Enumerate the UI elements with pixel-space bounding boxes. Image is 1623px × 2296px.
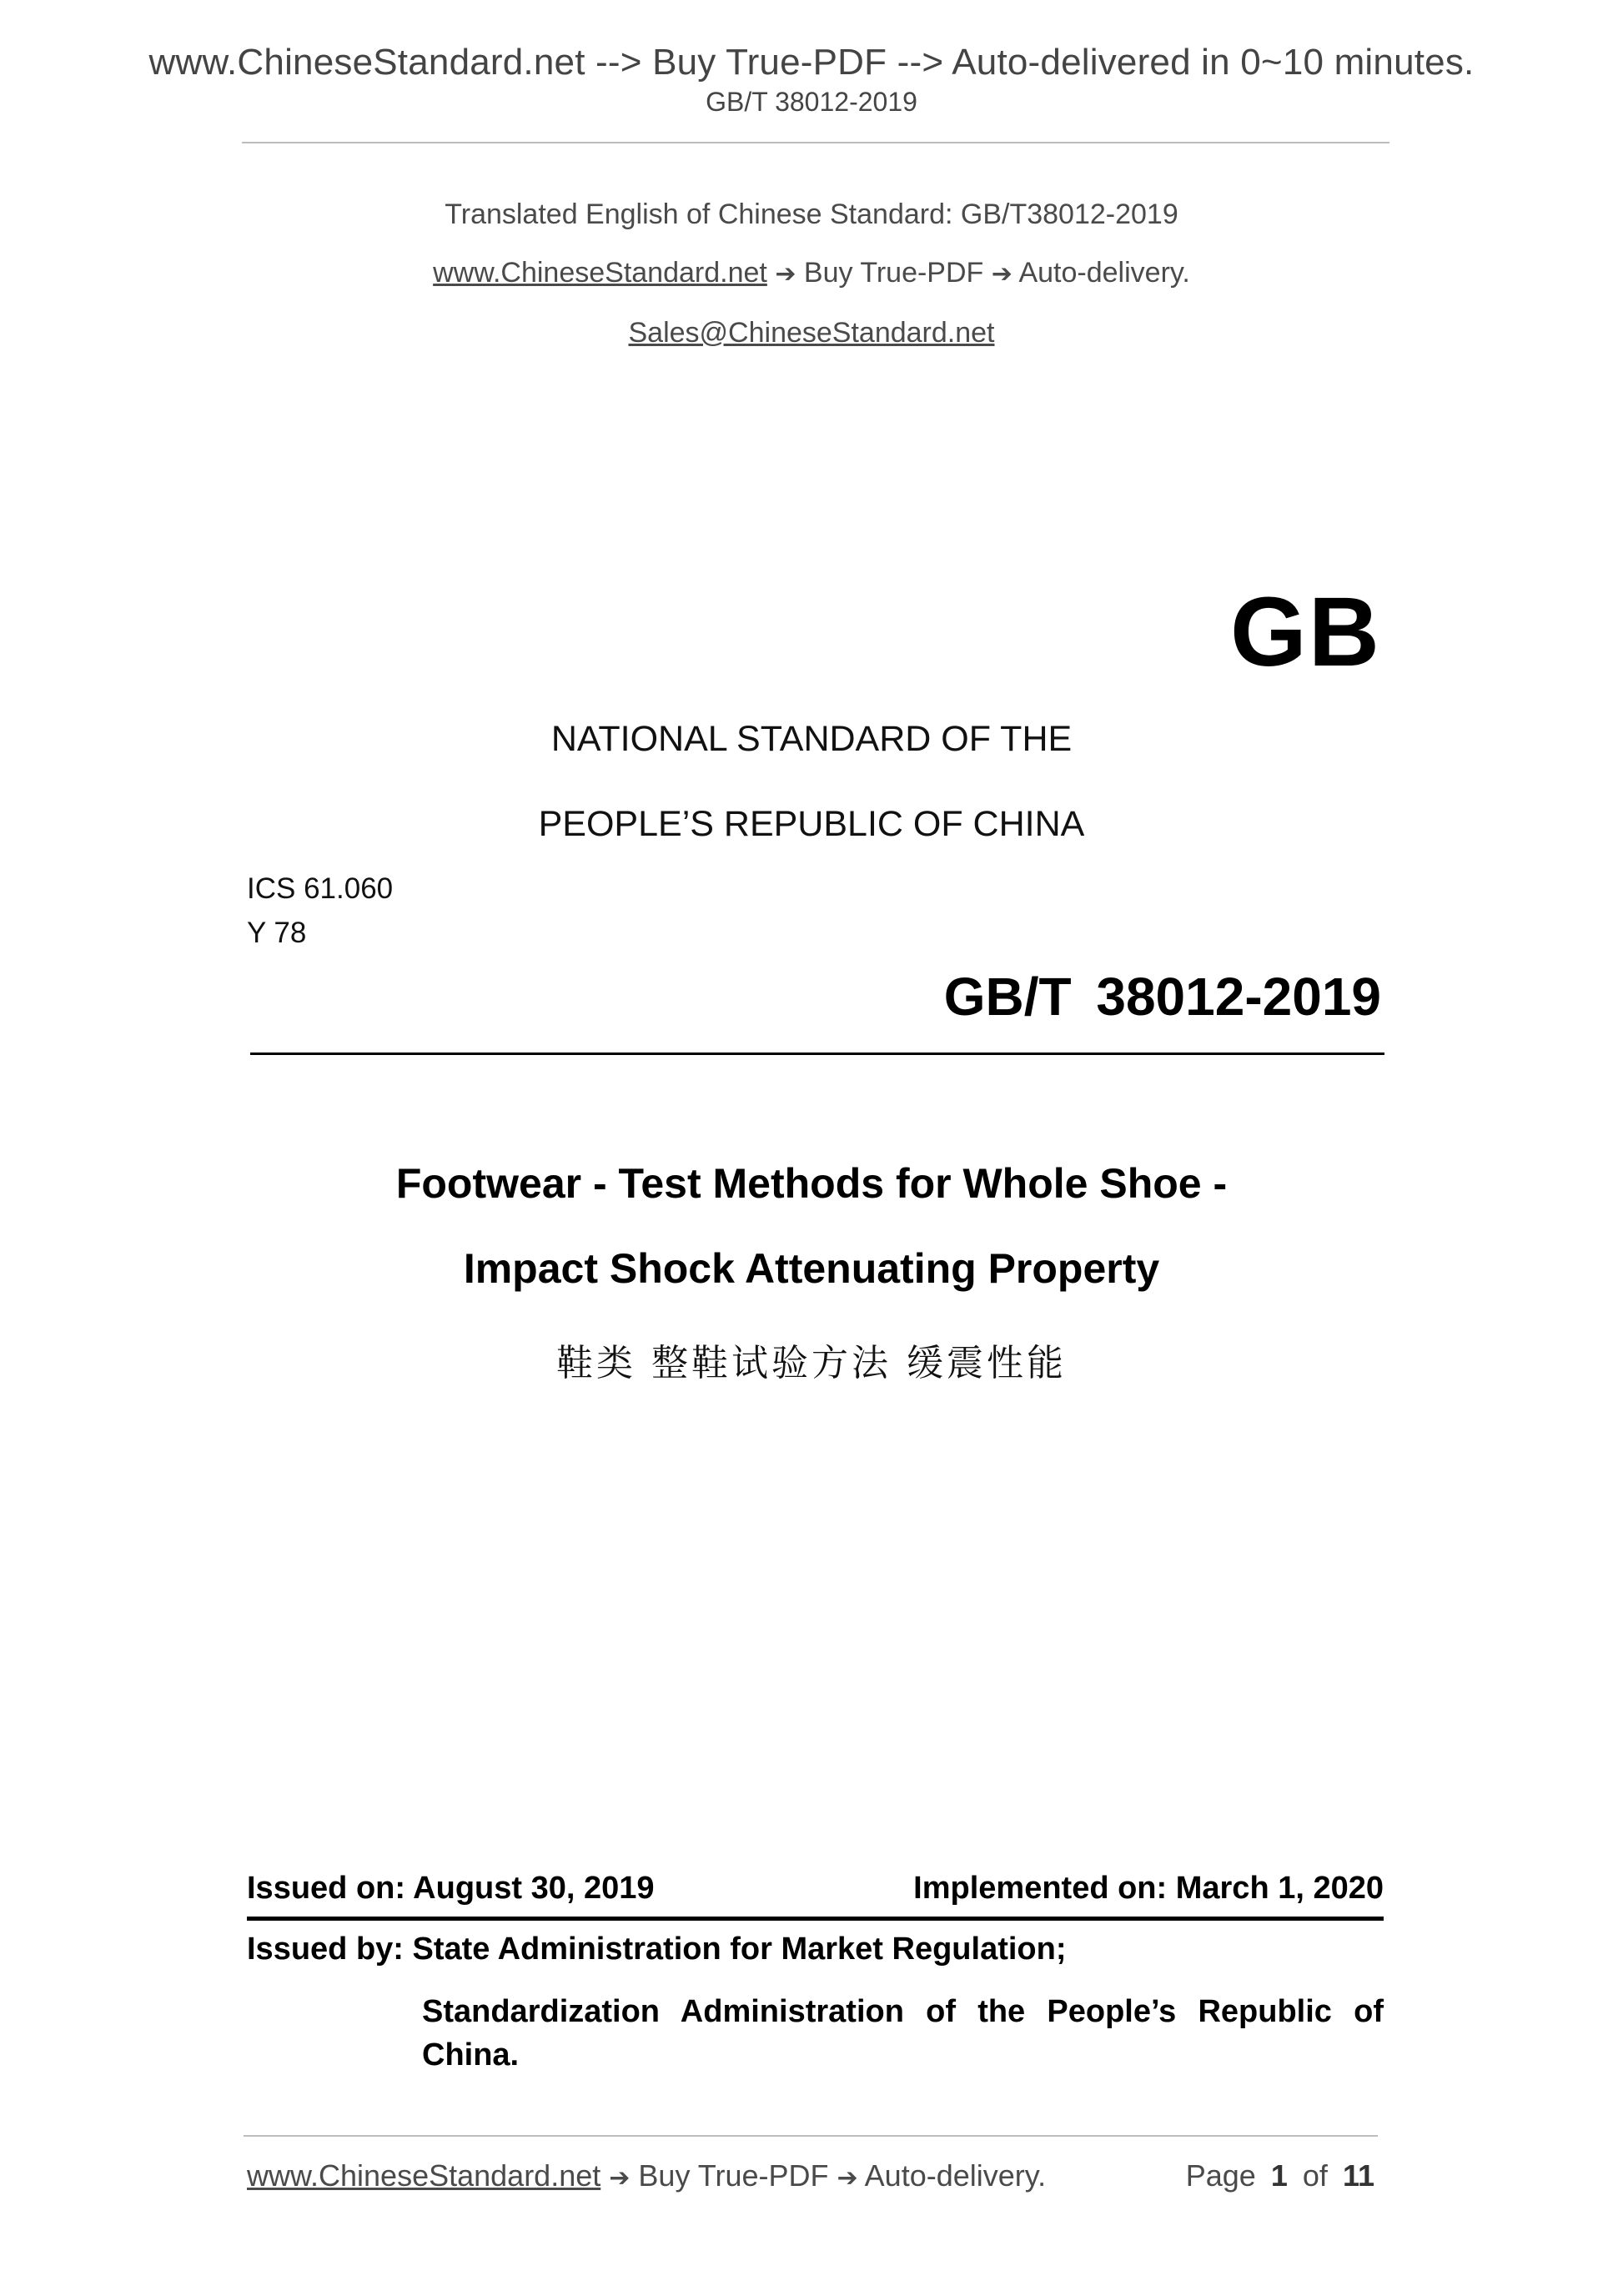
- email-line: [0, 317, 1623, 349]
- standard-number: GB/T 38012-2019: [943, 967, 1381, 1027]
- page-label: Page: [1185, 2158, 1256, 2193]
- buy-true-pdf-text: Buy True-PDF: [803, 257, 984, 289]
- site-link[interactable]: www.ChineseStandard.net: [433, 257, 767, 289]
- national-standard-line1: NATIONAL STANDARD OF THE: [550, 719, 1073, 759]
- document-title-line1: Footwear - Test Methods for Whole Shoe -: [395, 1160, 1228, 1207]
- footer-divider: [244, 2135, 1378, 2137]
- arrow-right-icon: ➔: [837, 2163, 858, 2193]
- footer-buy-text: Buy True-PDF: [638, 2158, 829, 2193]
- issued-by-second: Standardization Administration of the People’s Republic of China.: [422, 1994, 1384, 2072]
- page-of-label: of: [1302, 2158, 1328, 2193]
- purchase-line: [0, 257, 1623, 289]
- gb-mark: GB: [1230, 577, 1381, 687]
- sales-email-link[interactable]: Sales@ChineseStandard.net: [628, 317, 995, 349]
- footer-auto-text: Auto-delivery.: [864, 2158, 1047, 2193]
- footer-purchase-line: [247, 2158, 1046, 2193]
- national-standard-line2: PEOPLE’S REPUBLIC OF CHINA: [538, 804, 1085, 844]
- document-title-chinese: 鞋类 整鞋试验方法 缓震性能: [556, 1342, 1067, 1384]
- document-title-line2: Impact Shock Attenuating Property: [463, 1245, 1160, 1292]
- ics-code: ICS 61.060: [247, 872, 394, 905]
- arrow-right-icon: ➔: [609, 2163, 631, 2193]
- top-banner[interactable]: www.ChineseStandard.net --> Buy True-PDF --> Auto-delivered in 0~10 minutes.: [148, 42, 1475, 83]
- arrow-right-icon: ➔: [991, 259, 1012, 289]
- page-total: 11: [1342, 2158, 1374, 2193]
- standard-number-divider: [250, 1053, 1384, 1055]
- implemented-on: Implemented on: March 1, 2020: [913, 1871, 1384, 1906]
- issued-on: Issued on: August 30, 2019: [247, 1871, 655, 1906]
- classification-code: Y 78: [247, 917, 307, 949]
- issued-by: Issued by: State Administration for Market Regulation;: [247, 1932, 1067, 1967]
- page-indicator: [1186, 2158, 1374, 2193]
- header-divider: [242, 142, 1389, 143]
- translation-note: Translated English of Chinese Standard: GB/T38012-2019: [445, 198, 1178, 230]
- auto-delivery-text: Auto-delivery.: [1018, 257, 1190, 289]
- footer-site-link[interactable]: www.ChineseStandard.net: [247, 2158, 601, 2193]
- issue-divider: [247, 1917, 1384, 1921]
- arrow-right-icon: ➔: [775, 259, 796, 289]
- header-standard-code: GB/T 38012-2019: [706, 87, 917, 117]
- page-current: 1: [1270, 2158, 1288, 2193]
